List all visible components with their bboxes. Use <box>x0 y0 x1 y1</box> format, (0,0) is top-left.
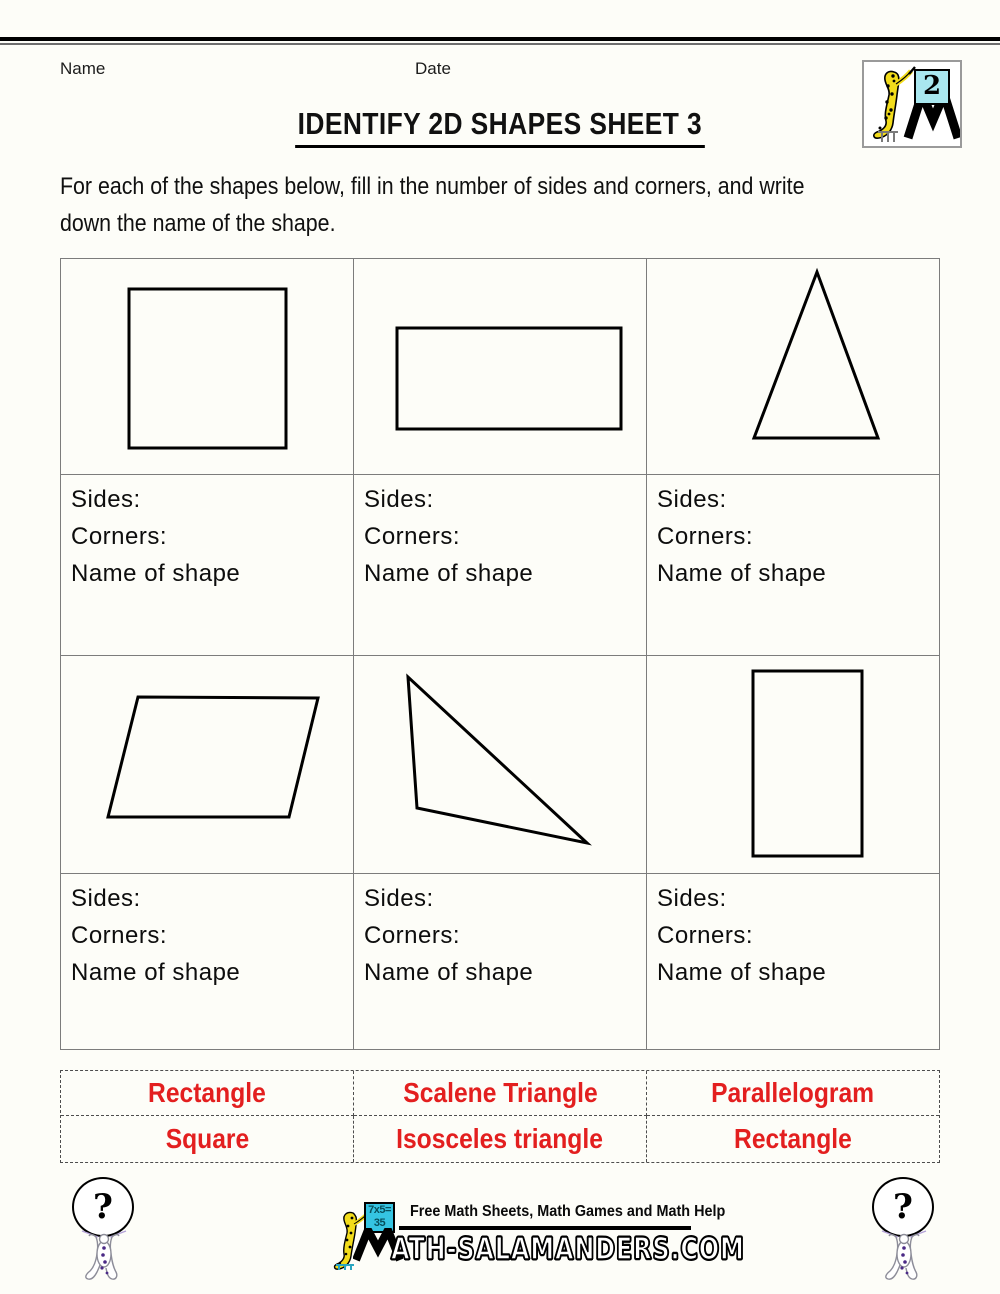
top-rule-thick <box>0 37 1000 41</box>
answer-option: Parallelogram <box>647 1071 939 1116</box>
answer-option: Scalene Triangle <box>354 1071 647 1116</box>
footer-tagline: Free Math Sheets, Math Games and Math Help <box>410 1203 726 1220</box>
grade-card <box>914 69 950 105</box>
sides-label: Sides: <box>364 885 434 912</box>
sides-label: Sides: <box>657 885 727 912</box>
shape-cell-parallelogram <box>61 656 354 874</box>
math-salamanders-footer-logo <box>325 1195 745 1283</box>
answer-area-scalene-triangle <box>354 874 647 1049</box>
shapes-table <box>60 258 940 1050</box>
question-mark-icon: ? <box>72 1177 134 1237</box>
corners-label: Corners: <box>657 523 754 550</box>
answer-area-isosceles-triangle <box>647 475 939 656</box>
shape-name-label: Name of shape <box>71 959 241 986</box>
corners-label: Corners: <box>364 523 461 550</box>
answer-option: Rectangle <box>734 1123 852 1154</box>
instructions-line-2: down the name of the shape. <box>60 210 336 237</box>
answer-area-square <box>61 475 354 656</box>
shape-cell-scalene-triangle <box>354 656 647 874</box>
shape-name-label: Name of shape <box>657 959 827 986</box>
top-rule-thin <box>0 43 1000 45</box>
grade-number: 2 <box>922 71 942 101</box>
shape-cell-tall-rectangle <box>647 656 939 874</box>
page-title <box>0 106 1000 148</box>
corners-label: Corners: <box>71 922 168 949</box>
answer-area-tall-rectangle <box>647 874 939 1049</box>
footer-rule <box>399 1226 691 1230</box>
answer-bank <box>60 1070 940 1163</box>
corners-label: Corners: <box>71 523 168 550</box>
shape-name-label: Name of shape <box>71 560 241 587</box>
shape-cell-square <box>61 259 354 475</box>
shape-name-label: Name of shape <box>364 560 534 587</box>
answer-option: Rectangle <box>61 1071 354 1116</box>
sides-label: Sides: <box>71 486 141 513</box>
shape-cell-isosceles-triangle <box>647 259 939 475</box>
sides-label: Sides: <box>71 885 141 912</box>
name-field-label: Name <box>60 59 106 78</box>
lifter-salamander-icon <box>80 1228 128 1282</box>
corners-label: Corners: <box>657 922 754 949</box>
board-answer: 35 <box>373 1217 386 1229</box>
instructions-line-1: For each of the shapes below, fill in the number of sides and corners, and write <box>60 173 805 200</box>
shape-name-label: Name of shape <box>364 959 534 986</box>
answer-option: Square <box>61 1116 354 1162</box>
date-field-label: Date <box>415 59 451 78</box>
footer-site-name: ATH-SALAMANDERS.COM <box>391 1232 745 1267</box>
shape-name-label: Name of shape <box>657 560 827 587</box>
answer-option: Isosceles triangle <box>354 1116 647 1162</box>
corners-label: Corners: <box>364 922 461 949</box>
page-title-text: IDENTIFY 2D SHAPES SHEET 3 <box>295 106 705 148</box>
answer-area-rectangle <box>354 475 647 656</box>
answer-area-parallelogram <box>61 874 354 1049</box>
question-mark-icon: ? <box>872 1177 934 1237</box>
lifter-salamander-icon <box>880 1228 928 1282</box>
sides-label: Sides: <box>657 486 727 513</box>
board-equation: 7x5= <box>368 1204 391 1216</box>
sides-label: Sides: <box>364 486 434 513</box>
shape-cell-rectangle <box>354 259 647 475</box>
instructions <box>60 168 990 242</box>
